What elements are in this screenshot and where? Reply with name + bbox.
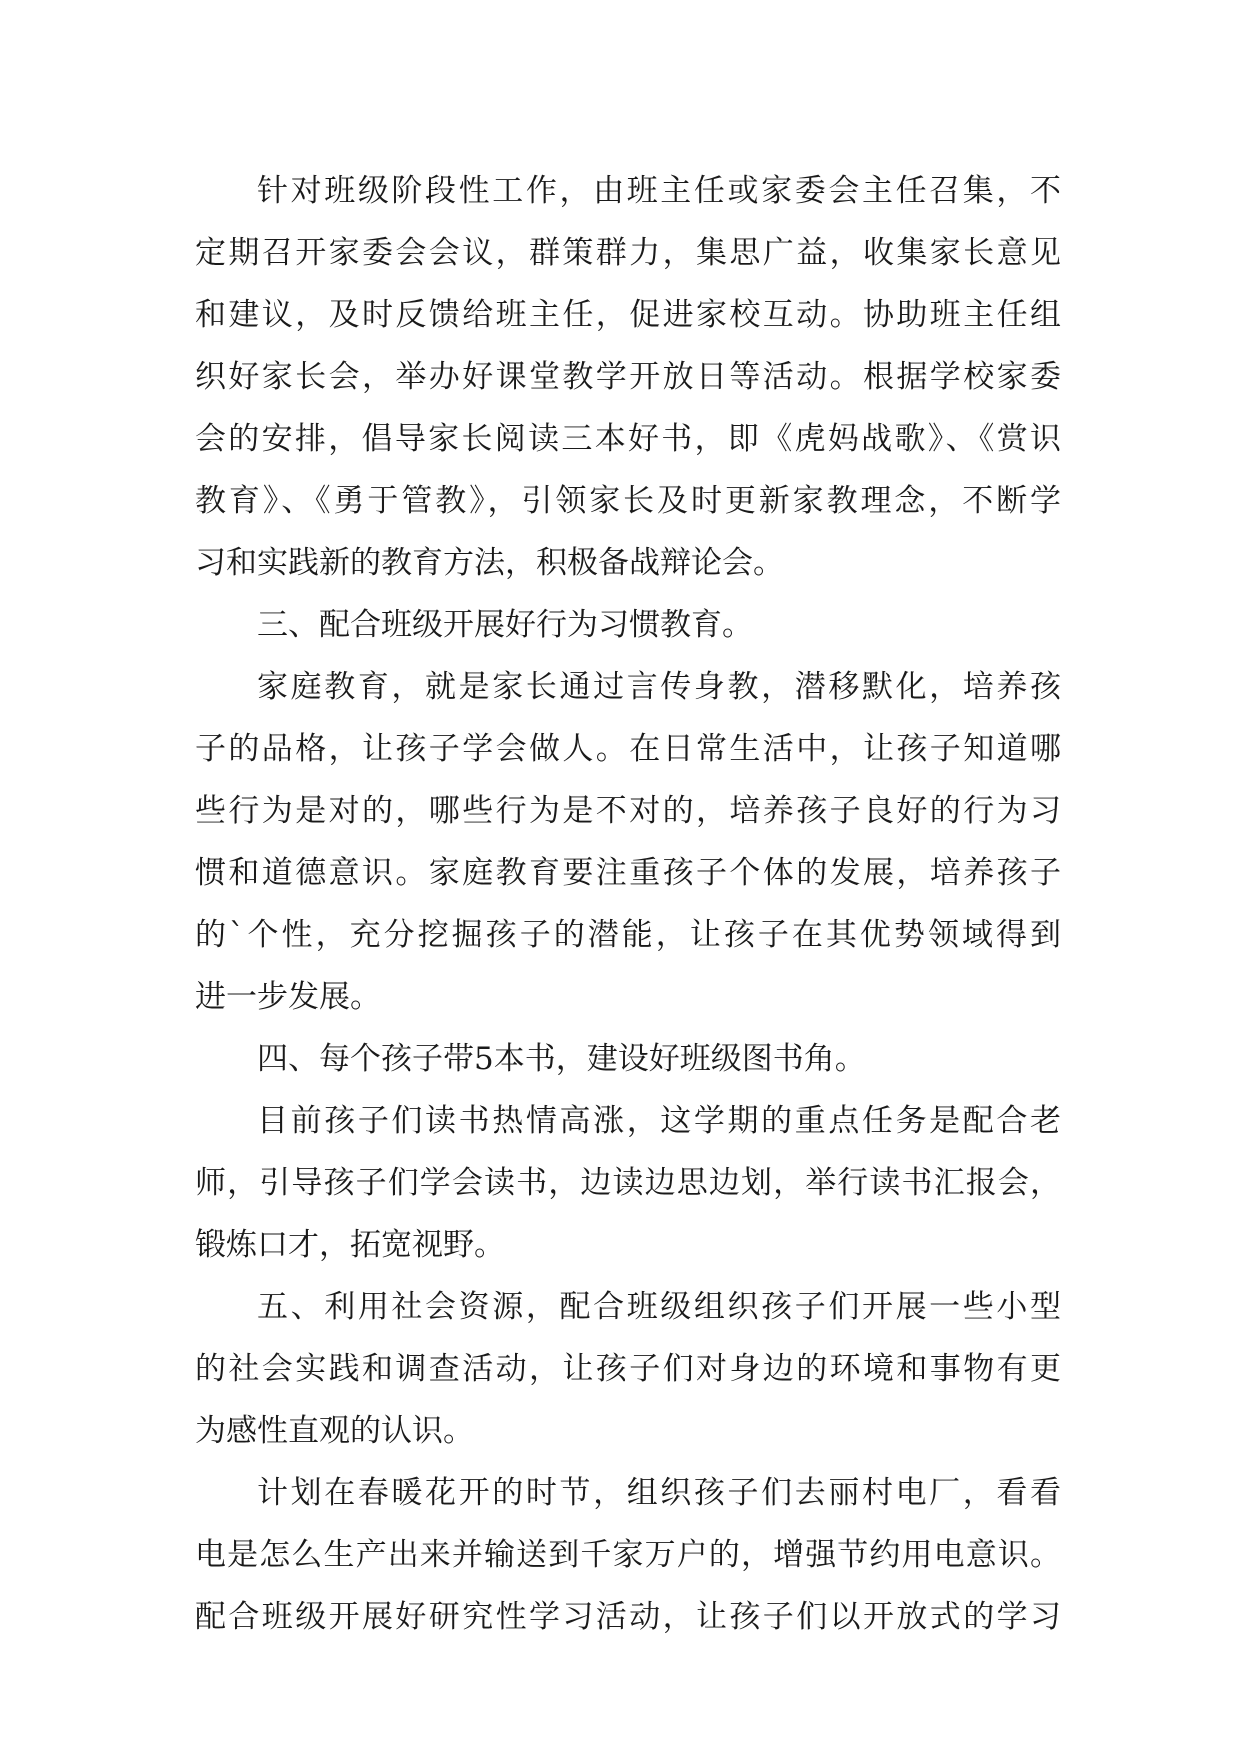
section-heading-3: 三、配合班级开展好行为习惯教育。 xyxy=(257,607,753,643)
paragraph-1-line-4: 织好家长会，举办好课堂教学开放日等活动。根据学校家委 xyxy=(195,359,1061,395)
document-body xyxy=(195,160,1061,1648)
paragraph-1-line-5: 会的安排，倡导家长阅读三本好书，即《虎妈战歌》、《赏识 xyxy=(195,421,1061,457)
paragraph-3-line-3: 锻炼口才，拓宽视野。 xyxy=(195,1227,505,1263)
paragraph-1-line-1: 针对班级阶段性工作，由班主任或家委会主任召集，不 xyxy=(257,173,1061,209)
paragraph-1-line-3: 和建议，及时反馈给班主任，促进家校互动。协助班主任组 xyxy=(195,297,1061,333)
paragraph-4-line-2: 电是怎么生产出来并输送到千家万户的，增强节约用电意识。 xyxy=(195,1537,1061,1573)
paragraph-4-line-3: 配合班级开展好研究性学习活动，让孩子们以开放式的学习 xyxy=(195,1599,1061,1635)
paragraph-2-line-6: 进一步发展。 xyxy=(195,979,381,1015)
paragraph-2-line-4: 惯和道德意识。家庭教育要注重孩子个体的发展，培养孩子 xyxy=(195,855,1061,891)
paragraph-2-line-1: 家庭教育，就是家长通过言传身教，潜移默化，培养孩 xyxy=(257,669,1061,705)
paragraph-4-line-1: 计划在春暖花开的时节，组织孩子们去丽村电厂，看看 xyxy=(257,1475,1061,1511)
paragraph-1-line-6: 教育》、《勇于管教》，引领家长及时更新家教理念，不断学 xyxy=(195,483,1061,519)
paragraph-2-line-2: 子的品格，让孩子学会做人。在日常生活中，让孩子知道哪 xyxy=(195,731,1061,767)
section-heading-4: 四、每个孩子带5本书，建设好班级图书角。 xyxy=(257,1041,866,1077)
section-heading-5-line-1: 五、利用社会资源，配合班级组织孩子们开展一些小型 xyxy=(257,1289,1061,1325)
paragraph-1-line-2: 定期召开家委会会议，群策群力，集思广益，收集家长意见 xyxy=(195,235,1061,271)
section-heading-5-line-3: 为感性直观的认识。 xyxy=(195,1413,474,1449)
paragraph-3-line-2: 师，引导孩子们学会读书，边读边思边划，举行读书汇报会， xyxy=(195,1165,1061,1201)
paragraph-1-line-7: 习和实践新的教育方法，积极备战辩论会。 xyxy=(195,545,784,581)
paragraph-3-line-1: 目前孩子们读书热情高涨，这学期的重点任务是配合老 xyxy=(257,1103,1061,1139)
section-heading-5-line-2: 的社会实践和调查活动，让孩子们对身边的环境和事物有更 xyxy=(195,1351,1061,1387)
paragraph-2-line-3: 些行为是对的，哪些行为是不对的，培养孩子良好的行为习 xyxy=(195,793,1061,829)
paragraph-2-line-5: 的`个性，充分挖掘孩子的潜能，让孩子在其优势领域得到 xyxy=(195,917,1061,953)
